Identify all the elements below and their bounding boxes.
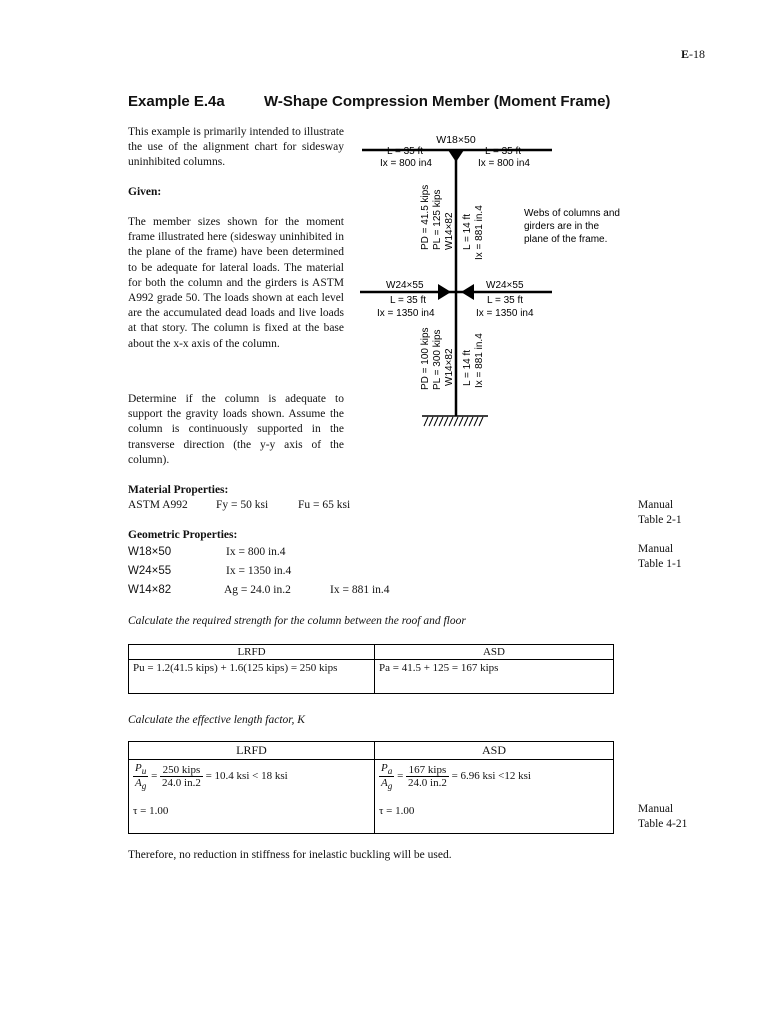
w18x50-ix: Ix = 800 in.4 [226, 546, 286, 558]
upper-column-inertia: Ix = 881 in.4 [474, 205, 485, 260]
given-paragraph: The member sizes shown for the moment frame illustrated here (sidesway uninhibited in the plane of the frame) have been determined to be adequate for lateral loads. The material for both the column and the girders is ASTM A992 grade 50. The loads shown at each level are the accumulated dead loads and live loads at that story. The column is fixed at the base about the x-x axis of the column. [128, 216, 344, 350]
fixed-base-hatching [424, 417, 483, 426]
calc2-asd-cell: $\frac{P_a}{A_g}$ = $\frac{\text{167 kips}}{24.0 in.2}$ = 6.96 ksi <12 ksi τ = 1.00 [375, 760, 614, 834]
calc1-heading: Calculate the required strength for the column between the roof and floor [128, 615, 466, 627]
calc1-asd-expression: Pa = 41.5 + 125 = 167 kips [375, 660, 614, 694]
floor-left-connection-marker [438, 284, 451, 300]
given-heading: Given: [128, 186, 162, 198]
calc2-lrfd-numerator: 250 kips [160, 764, 203, 777]
material-grade: ASTM A992 [128, 499, 188, 511]
lower-column-shape: W14×82 [444, 348, 455, 386]
required-strength-table [128, 644, 614, 694]
floor-left-length: L = 35 ft [390, 295, 427, 306]
shape-w14x82: W14×82 [128, 584, 172, 596]
roof-right-length: L = 35 ft [485, 146, 522, 157]
lower-column-length: L = 14 ft [462, 349, 473, 386]
calc2-asd-tau: τ = 1.00 [379, 805, 415, 818]
geometric-heading: Geometric Properties: [128, 529, 238, 541]
moment-frame-diagram [350, 128, 640, 438]
note-line-3: plane of the frame. [524, 234, 608, 245]
w24x55-ix: Ix = 1350 in.4 [226, 565, 292, 577]
calc1-asd-header: ASD [375, 645, 614, 660]
calc2-lrfd-tau: τ = 1.00 [133, 805, 169, 818]
calc1-lrfd-header: LRFD [129, 645, 375, 660]
floor-right-inertia: Ix = 1350 in4 [476, 308, 534, 319]
material-heading: Material Properties: [128, 484, 229, 496]
lower-dead-load: PD = 100 kips [420, 327, 431, 390]
intro-paragraph: This example is primarily intended to illustrate the use of the alignment chart for sidesway uninhibited columns. [128, 126, 344, 169]
material-fu: Fu = 65 ksi [298, 499, 351, 511]
roof-girder-label: W18×50 [436, 134, 476, 146]
calc2-asd-header: ASD [375, 742, 614, 760]
floor-right-length: L = 35 ft [487, 295, 524, 306]
upper-column-shape: W14×82 [444, 212, 455, 250]
calc2-lrfd-denominator: 24.0 in.2 [162, 777, 201, 790]
calc2-lrfd-cell: $\frac{P_u}{A_g}$ = $\frac{\text{250 kips}}{24.0 in.2}$ = 10.4 ksi < 18 ksi τ = 1.00 [129, 760, 375, 834]
floor-right-girder-label: W24×55 [486, 280, 524, 291]
upper-column-length: L = 14 ft [462, 213, 473, 250]
calc2-asd-denominator: 24.0 in.2 [408, 777, 447, 790]
manual-ref-table-2-1: Manual Table 2-1 [638, 499, 682, 526]
shape-w18x50: W18×50 [128, 546, 172, 558]
page-number: E-18 [680, 47, 705, 61]
lower-column-inertia: Ix = 881 in.4 [474, 333, 485, 388]
w14x82-ix: Ix = 881 in.4 [330, 584, 390, 596]
lower-live-load: PL = 300 kips [432, 329, 443, 390]
roof-right-inertia: Ix = 800 in4 [478, 158, 530, 169]
material-fy: Fy = 50 ksi [216, 499, 269, 511]
calc1-lrfd-expression: Pu = 1.2(41.5 kips) + 1.6(125 kips) = 250 kips [129, 660, 375, 694]
example-number: Example E.4a [128, 93, 225, 110]
roof-left-inertia: Ix = 800 in4 [380, 158, 432, 169]
conclusion-text: Therefore, no reduction in stiffness for inelastic buckling will be used. [128, 849, 452, 861]
calc2-asd-result: = 6.96 ksi <12 ksi [451, 770, 531, 783]
manual-ref-table-4-21: Manual Table 4-21 [638, 803, 688, 830]
roof-left-length: L = 35 ft [387, 146, 424, 157]
calc2-asd-numerator: 167 kips [406, 764, 449, 777]
w14x82-ag: Ag = 24.0 in.2 [224, 584, 291, 596]
example-subject: W-Shape Compression Member (Moment Frame) [264, 93, 611, 110]
calc2-heading: Calculate the effective length factor, K [128, 714, 305, 726]
floor-left-inertia: Ix = 1350 in4 [377, 308, 435, 319]
page-title [128, 93, 611, 110]
manual-ref-table-1-1: Manual Table 1-1 [638, 543, 682, 570]
upper-dead-load: PD = 41.5 kips [420, 184, 431, 250]
determine-paragraph: Determine if the column is adequate to support the gravity loads shown. Assume the column is continuously supported in the transverse direction (the y-y axis of the column). [128, 393, 344, 466]
effective-length-table [128, 741, 614, 834]
upper-live-load: PL = 125 kips [432, 189, 443, 250]
note-line-1: Webs of columns and [524, 208, 620, 219]
note-line-2: girders are in the [524, 221, 600, 232]
calc2-lrfd-result: = 10.4 ksi < 18 ksi [205, 770, 288, 783]
floor-right-connection-marker [461, 284, 474, 300]
calc2-lrfd-header: LRFD [129, 742, 375, 760]
shape-w24x55: W24×55 [128, 565, 172, 577]
floor-left-girder-label: W24×55 [386, 280, 424, 291]
